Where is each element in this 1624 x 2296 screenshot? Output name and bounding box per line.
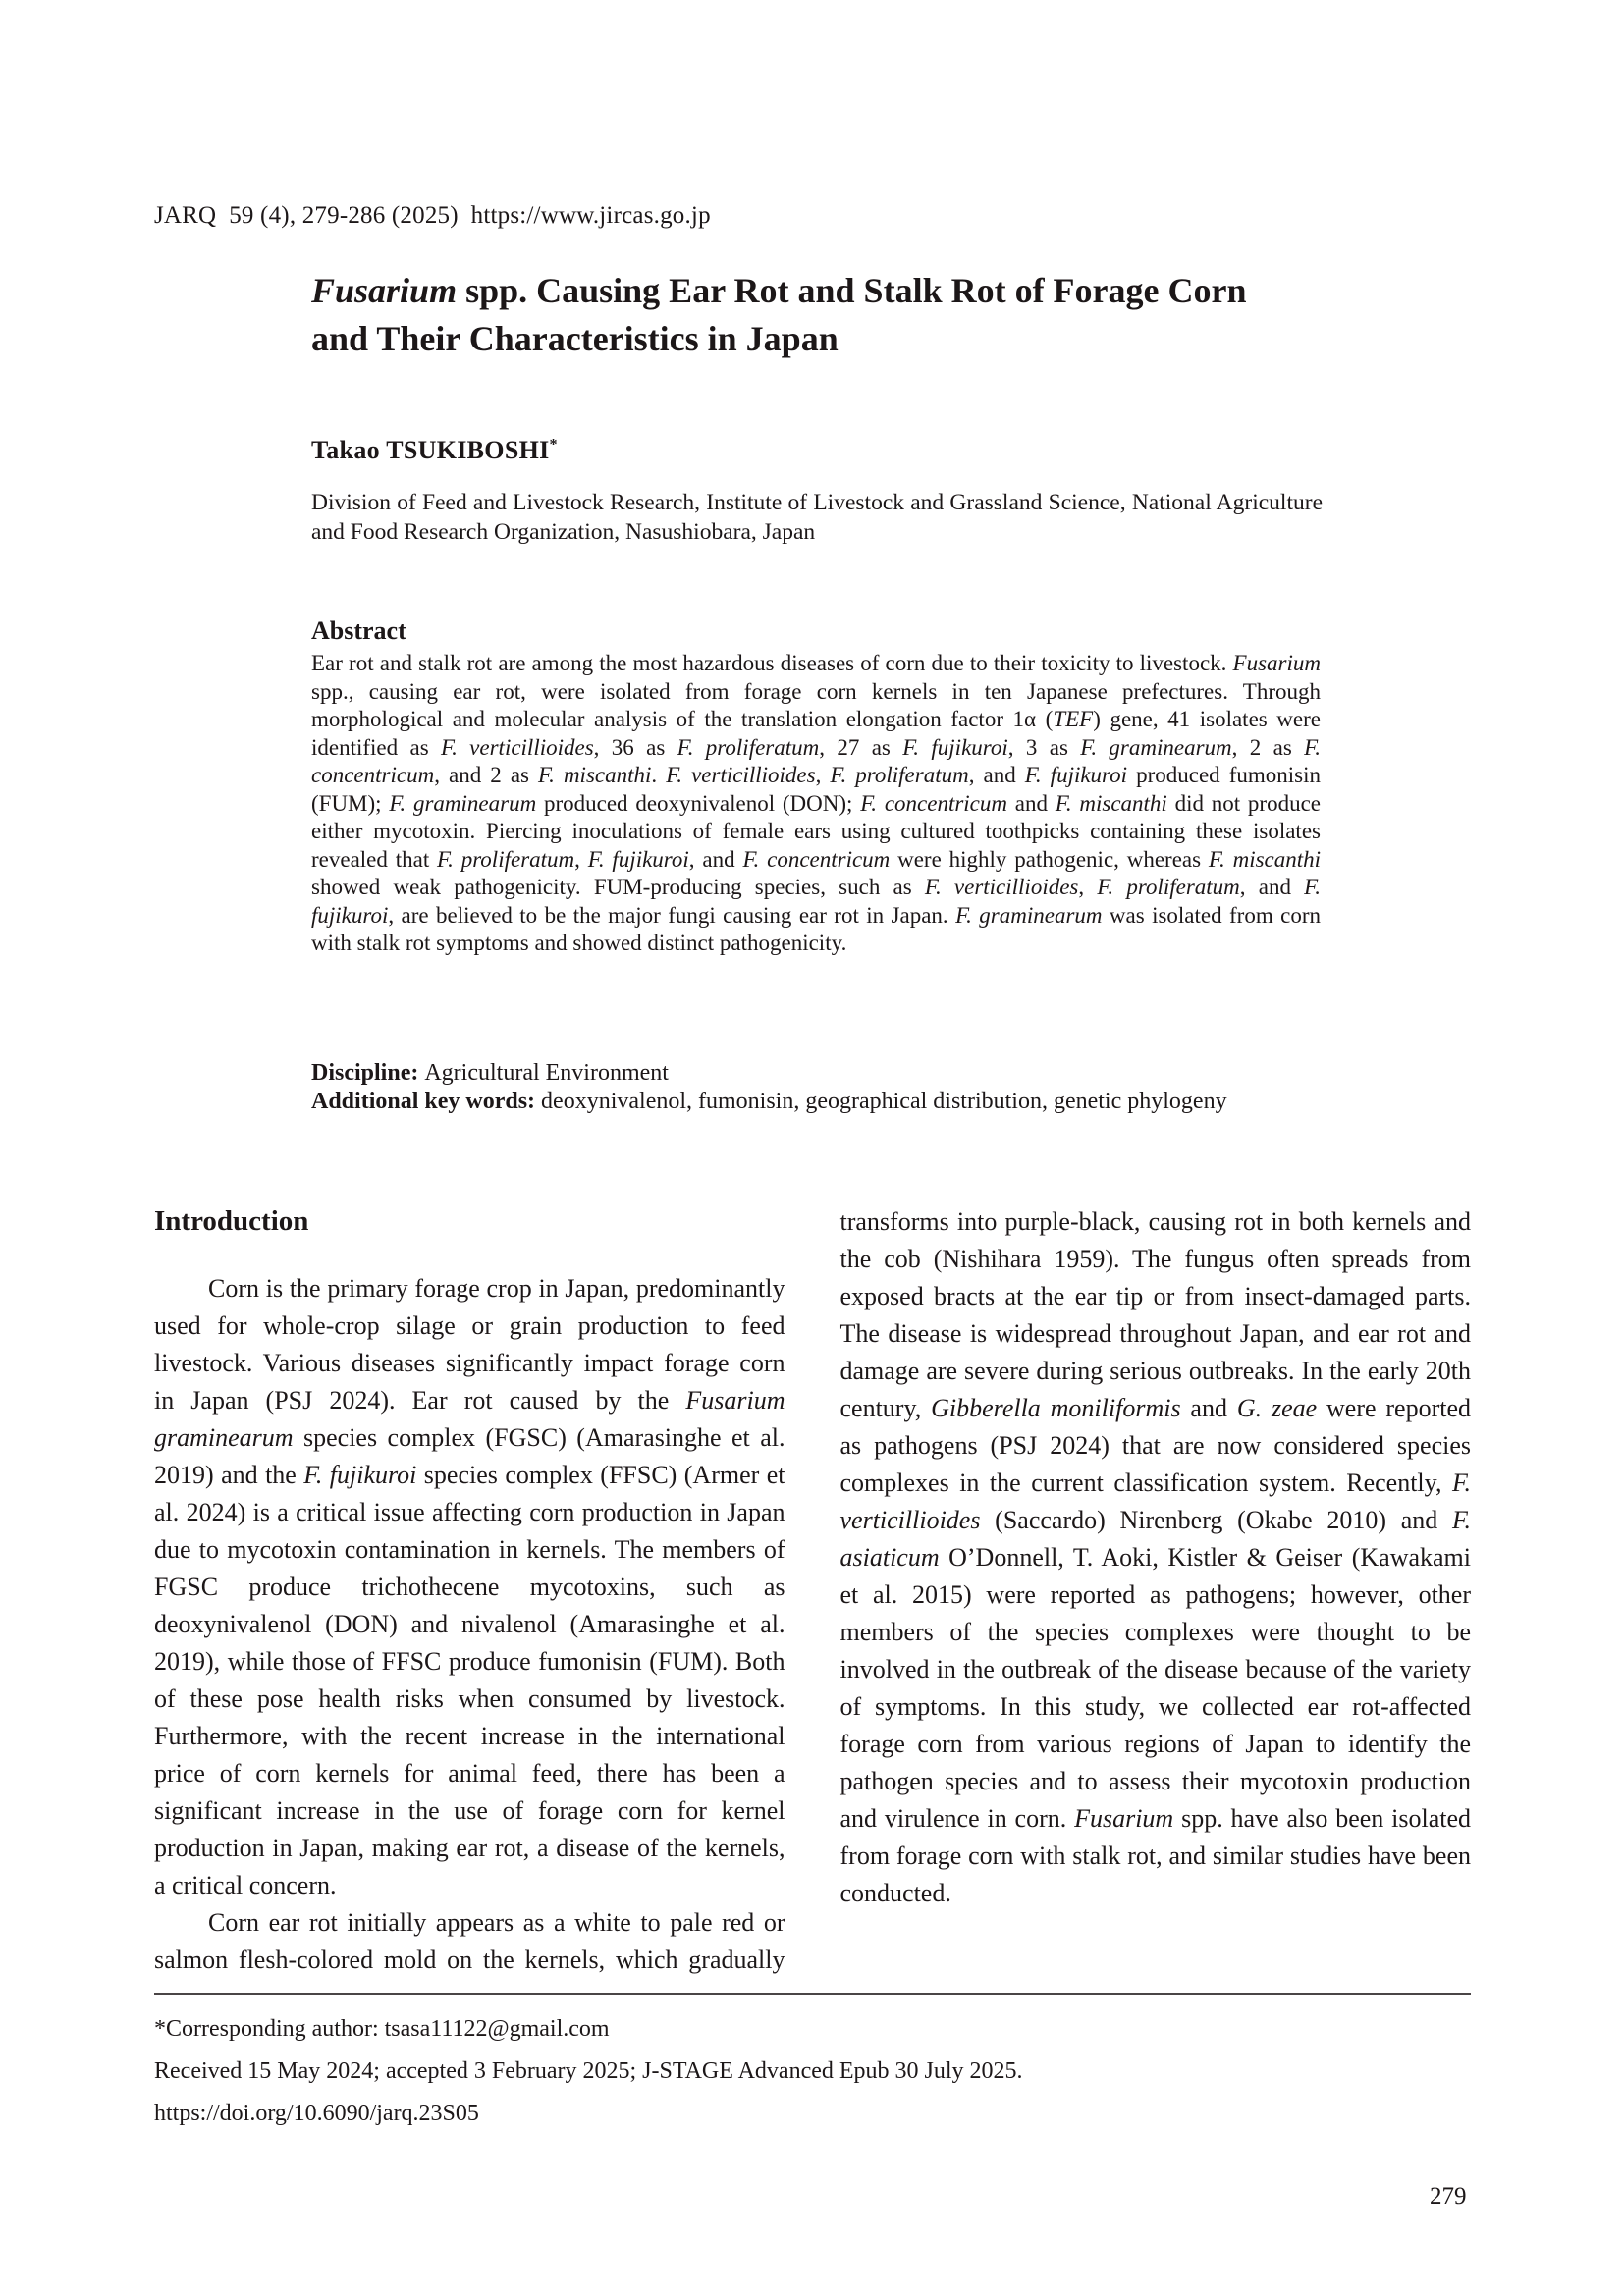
footnote-divider bbox=[154, 1993, 1471, 1995]
additional-keywords-line: Additional key words: deoxynivalenol, fumonisin, geographical distribution, genetic phylogeny bbox=[311, 1089, 1227, 1114]
paper-title-line-1: Fusarium spp. Causing Ear Rot and Stalk Rot of Forage Corn bbox=[311, 271, 1247, 310]
discipline-line: Discipline: Agricultural Environment bbox=[311, 1060, 669, 1086]
author-affiliation: Division of Feed and Livestock Research, Institute of Livestock and Grassland Science, National Agriculture and Food Research Organization, Nasushiobara, Japan bbox=[311, 490, 1323, 545]
introduction-paragraph-2: Corn ear rot initially appears as a white to pale red or salmon flesh-colored mold on the kernels, which gradually transforms into purple-black, causing rot in both kernels and the cob (Nishihara 1959). The fungus often spreads from exposed bracts at the ear tip or from insect-damaged parts. The disease is widespread throughout Japan, and ear rot and damage are severe during serious outbreaks. In the early 20th century, Gibberella moniliformis and G. zeae were reported as pathogens (PSJ 2024) that are now considered species complexes in the current classification system. Recently, F. verticillioides (Saccardo) Nirenberg (Okabe 2010) and F. asiaticum O’Donnell, T. Aoki, Kistler & Geiser (Kawakami et al. 2015) were reported as pathogens; however, other members of the species complexes were thought to be involved in the outbreak of the disease because of the variety of symptoms. In this study, we collected ear rot-affected forage corn from various regions of Japan to identify the pathogen species and to assess their mycotoxin production and virulence in corn. Fusarium spp. have also been isolated from forage corn with stalk rot, and similar studies have been conducted. bbox=[154, 1207, 1471, 1974]
abstract-text: Ear rot and stalk rot are among the most hazardous diseases of corn due to their toxicity to livestock. Fusarium spp., causing ear rot, were isolated from forage corn kernels in ten Japanese prefectures. Through morphological and molecular analysis of the translation elongation factor 1α (TEF) gene, 41 isolates were identified as F. verticillioides, 36 as F. proliferatum, 27 as F. fujikuroi, 3 as F. graminearum, 2 as F. concentricum, and 2 as F. miscanthi. F. verticillioides, F. proliferatum, and F. fujikuroi produced fumonisin (FUM); F. graminearum produced deoxynivalenol (DON); F. concentricum and F. miscanthi did not produce either mycotoxin. Piercing inoculations of female ears using cultured toothpicks containing these isolates revealed that F. proliferatum, F. fujikuroi, and F. concentricum were highly pathogenic, whereas F. miscanthi showed weak pathogenicity. FUM-producing species, such as F. verticillioides, F. proliferatum, and F. fujikuroi, are believed to be the major fungi causing ear rot in Japan. F. graminearum was isolated from corn with stalk rot symptoms and showed distinct pathogenicity. bbox=[311, 651, 1322, 955]
introduction-heading: Introduction bbox=[154, 1205, 309, 1237]
doi-line: https://doi.org/10.6090/jarq.23S05 bbox=[154, 2101, 479, 2126]
journal-header-line: JARQ 59 (4), 279-286 (2025) https://www.jircas.go.jp bbox=[154, 202, 711, 229]
paper-title bbox=[311, 267, 1391, 363]
received-accepted-line: Received 15 May 2024; accepted 3 February 2025; J-STAGE Advanced Epub 30 July 2025. bbox=[154, 2058, 1023, 2084]
footnote-block bbox=[154, 2008, 1471, 2135]
introduction-paragraph-1: Corn is the primary forage crop in Japan, predominantly used for whole-crop silage or grain production to feed livestock. Various diseases significantly impact forage corn in Japan (PSJ 2024). Ear rot caused by the Fusarium graminearum species complex (FGSC) (Amarasinghe et al. 2019) and the F. fujikuroi species complex (FFSC) (Armer et al. 2024) is a critical issue affecting corn production in Japan due to mycotoxin contamination in kernels. The members of FGSC produce trichothecene mycotoxins, such as deoxynivalenol (DON) and nivalenol (Amarasinghe et al. 2019), while those of FFSC produce fumonisin (FUM). Both of these pose health risks when consumed by livestock. Furthermore, with the recent increase in the international price of corn kernels for animal feed, there has been a significant increase in the use of forage corn for kernel production in Japan, making ear rot, a disease of the kernels, a critical concern. bbox=[154, 1274, 785, 1899]
author-name: Takao TSUKIBOSHI* bbox=[311, 436, 558, 464]
introduction-section bbox=[154, 1203, 1471, 1989]
page-number: 279 bbox=[1430, 2183, 1467, 2210]
corresponding-author-line: *Corresponding author: tsasa11122@gmail.com bbox=[154, 2016, 610, 2042]
abstract-heading: Abstract bbox=[311, 616, 406, 645]
paper-title-line-2: and Their Characteristics in Japan bbox=[311, 319, 839, 358]
